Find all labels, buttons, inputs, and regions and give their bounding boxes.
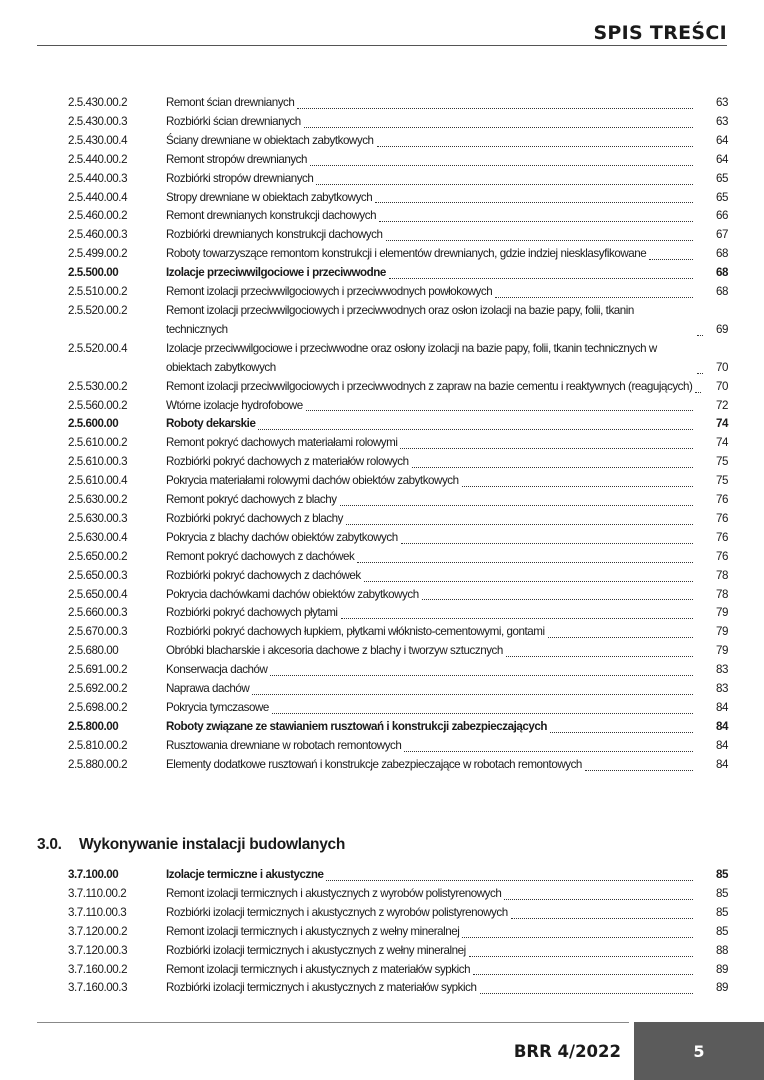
toc-entry bbox=[166, 207, 695, 226]
toc-leader-dots bbox=[316, 184, 693, 185]
toc-leader-dots bbox=[346, 524, 693, 525]
toc-page-number: 83 bbox=[716, 663, 728, 677]
toc-leader-dots bbox=[462, 486, 693, 487]
toc-title: Roboty związane ze stawianiem rusztowań i konstrukcji zabezpieczających bbox=[166, 719, 548, 733]
toc-page-number: 68 bbox=[716, 247, 728, 261]
toc-entry bbox=[166, 151, 695, 170]
toc-entry bbox=[166, 472, 695, 491]
toc-code: 2.5.430.00.3 bbox=[68, 114, 128, 128]
toc-title: Roboty towarzyszące remontom konstrukcji i elementów drewnianych, gdzie indziej niesklasyfikowane bbox=[166, 247, 647, 261]
toc-page-number: 63 bbox=[716, 114, 728, 128]
toc-code: 2.5.692.00.2 bbox=[68, 682, 128, 696]
toc-title: Konserwacja dachów bbox=[166, 663, 268, 677]
toc-title: Rozbiórki pokryć dachowych z dachówek bbox=[166, 568, 361, 582]
toc-code: 2.5.610.00.4 bbox=[68, 474, 128, 488]
toc-code: 2.5.500.00 bbox=[68, 266, 119, 280]
toc-code: 2.5.630.00.3 bbox=[68, 511, 128, 525]
toc-title: Remont pokryć dachowych z dachówek bbox=[166, 549, 355, 563]
toc-row bbox=[68, 548, 728, 567]
toc-entry bbox=[166, 453, 695, 472]
toc-title: Rusztowania drewniane w robotach remontowych bbox=[166, 738, 402, 752]
toc-code: 2.5.650.00.4 bbox=[68, 587, 128, 601]
toc-page-number: 89 bbox=[716, 981, 728, 995]
toc-page-number: 64 bbox=[716, 133, 728, 147]
toc-page-number: 85 bbox=[716, 905, 728, 919]
toc-page-number: 75 bbox=[716, 455, 728, 469]
toc-page-number: 85 bbox=[716, 868, 728, 881]
table-of-contents bbox=[68, 94, 728, 775]
toc-title: Pokrycia dachówkami dachów obiektów zabytkowych bbox=[166, 587, 419, 601]
toc-title: Pokrycia tymczasowe bbox=[166, 701, 269, 714]
toc-page-number: 70 bbox=[716, 379, 728, 393]
toc-code: 3.7.160.00.3 bbox=[68, 981, 128, 995]
toc-leader-dots bbox=[304, 127, 693, 128]
toc-leader-dots bbox=[379, 221, 693, 222]
toc-title: Rozbiórki stropów drewnianych bbox=[166, 171, 314, 185]
toc-page-number: 68 bbox=[716, 266, 728, 280]
toc-title: Rozbiórki ścian drewnianych bbox=[166, 114, 301, 128]
toc-page-number: 75 bbox=[716, 474, 728, 488]
toc-row bbox=[68, 472, 728, 491]
toc-entry bbox=[166, 510, 695, 529]
toc-entry bbox=[166, 567, 695, 586]
toc-row bbox=[68, 642, 728, 661]
toc-entry bbox=[166, 623, 695, 642]
toc-code: 3.7.110.00.3 bbox=[68, 905, 127, 919]
toc-title: Rozbiórki izolacji termicznych i akustycznych z wełny mineralnej bbox=[166, 943, 466, 957]
toc-title: Remont izolacji przeciwwilgociowych i przeciwwodnych z zapraw na bazie cementu i reaktywnych (reagujących) bbox=[166, 379, 693, 393]
toc-leader-dots bbox=[310, 165, 693, 166]
toc-code: 2.5.630.00.2 bbox=[68, 493, 128, 507]
toc-leader-dots bbox=[480, 993, 694, 994]
toc-section-row bbox=[68, 718, 728, 737]
toc-page-number: 72 bbox=[716, 398, 728, 412]
toc-title: Rozbiórki pokryć dachowych płytami bbox=[166, 606, 338, 620]
toc-code: 3.7.160.00.2 bbox=[68, 962, 128, 976]
toc-leader-dots bbox=[297, 108, 693, 109]
toc-page-number: 76 bbox=[716, 493, 728, 507]
toc-title: Remont izolacji przeciwwilgociowych i przeciwwodnych powłokowych bbox=[166, 285, 493, 299]
toc-page-number: 63 bbox=[716, 96, 728, 109]
section-title: Wykonywanie instalacji budowlanych bbox=[79, 836, 346, 853]
toc-row bbox=[68, 378, 728, 397]
toc-leader-dots bbox=[495, 297, 693, 298]
toc-page-number: 76 bbox=[716, 511, 728, 525]
toc-row bbox=[68, 170, 728, 189]
toc-page-number: 68 bbox=[716, 285, 728, 299]
toc-code: 2.5.680.00 bbox=[68, 644, 119, 658]
toc-page-number: 76 bbox=[716, 530, 728, 544]
toc-code: 2.5.610.00.2 bbox=[68, 436, 128, 450]
toc-code: 3.7.110.00.2 bbox=[68, 886, 127, 900]
toc-code: 2.5.520.00.4 bbox=[68, 341, 128, 355]
toc-page-number: 89 bbox=[716, 962, 728, 976]
toc-code: 2.5.810.00.2 bbox=[68, 738, 128, 752]
toc-code: 2.5.650.00.2 bbox=[68, 549, 128, 563]
toc-entry bbox=[166, 264, 695, 283]
toc-leader-dots bbox=[511, 918, 693, 919]
toc-entry bbox=[166, 961, 695, 980]
toc-row bbox=[68, 453, 728, 472]
toc-row bbox=[68, 586, 728, 605]
toc-title: Izolacje przeciwwilgociowe i przeciwwodne bbox=[166, 266, 386, 280]
toc-page-number: 84 bbox=[716, 701, 728, 714]
page-number: 5 bbox=[693, 1041, 705, 1061]
toc-page-number: 88 bbox=[716, 943, 728, 957]
toc-code: 3.7.120.00.2 bbox=[68, 924, 128, 938]
toc-code: 2.5.610.00.3 bbox=[68, 455, 128, 469]
toc-entry bbox=[166, 434, 695, 453]
toc-code: 2.5.630.00.4 bbox=[68, 530, 128, 544]
toc-title: Pokrycia materiałami rolowymi dachów obiektów zabytkowych bbox=[166, 474, 459, 488]
toc-leader-dots bbox=[412, 467, 693, 468]
toc-page-number: 67 bbox=[716, 228, 728, 242]
toc-entry bbox=[166, 642, 695, 661]
toc-entry bbox=[166, 586, 695, 605]
toc-entry bbox=[166, 979, 695, 998]
toc-leader-dots bbox=[462, 937, 693, 938]
toc-code: 2.5.499.00.2 bbox=[68, 247, 128, 261]
toc-page-number: 74 bbox=[716, 436, 728, 450]
toc-entry bbox=[166, 283, 695, 302]
toc-row bbox=[68, 961, 728, 980]
toc-entry bbox=[166, 737, 695, 756]
toc-leader-dots bbox=[473, 974, 693, 975]
toc-entry bbox=[166, 718, 695, 737]
toc-title: Remont pokryć dachowych z blachy bbox=[166, 493, 337, 507]
page-title: SPIS TREŚCI bbox=[593, 22, 727, 44]
toc-code: 2.5.660.00.3 bbox=[68, 606, 128, 620]
toc-code: 2.5.440.00.3 bbox=[68, 171, 128, 185]
toc-row bbox=[68, 567, 728, 586]
toc-row bbox=[68, 623, 728, 642]
toc-title: Rozbiórki pokryć dachowych łupkiem, płytkami włóknisto-cementowymi, gontami bbox=[166, 625, 545, 639]
toc-row bbox=[68, 529, 728, 548]
toc-title: Rozbiórki pokryć dachowych z materiałów rolowych bbox=[166, 455, 409, 469]
toc-leader-dots bbox=[649, 259, 693, 260]
table-of-contents-section-3 bbox=[68, 866, 728, 998]
toc-title: Rozbiórki drewnianych konstrukcji dachowych bbox=[166, 228, 383, 242]
toc-entry bbox=[166, 226, 695, 245]
toc-code: 2.5.600.00 bbox=[68, 417, 119, 431]
toc-code: 2.5.691.00.2 bbox=[68, 663, 128, 677]
toc-leader-dots bbox=[377, 146, 693, 147]
toc-entry bbox=[166, 866, 695, 885]
toc-leader-dots bbox=[585, 770, 693, 771]
toc-page-number: 65 bbox=[716, 190, 728, 204]
toc-leader-dots bbox=[506, 656, 693, 657]
header-divider bbox=[37, 45, 727, 46]
toc-code: 2.5.800.00 bbox=[68, 719, 119, 733]
toc-title: Rozbiórki izolacji termicznych i akustycznych z wyrobów polistyrenowych bbox=[166, 905, 508, 919]
toc-leader-dots bbox=[357, 562, 693, 563]
toc-entry bbox=[166, 170, 695, 189]
toc-leader-dots bbox=[375, 202, 693, 203]
toc-title: Remont stropów drewnianych bbox=[166, 152, 308, 166]
toc-page-number: 70 bbox=[716, 360, 728, 374]
toc-entry bbox=[166, 680, 695, 699]
footer-divider bbox=[37, 1022, 629, 1023]
toc-title: Remont izolacji termicznych i akustycznych z wyrobów polistyrenowych bbox=[166, 886, 502, 900]
toc-row bbox=[68, 737, 728, 756]
toc-page-number: 85 bbox=[716, 924, 728, 938]
toc-code: 2.5.698.00.2 bbox=[68, 701, 128, 714]
toc-page-number: 84 bbox=[716, 719, 728, 733]
toc-code: 2.5.670.00.3 bbox=[68, 625, 128, 639]
toc-leader-dots bbox=[364, 581, 693, 582]
toc-title: Stropy drewniane w obiektach zabytkowych bbox=[166, 190, 373, 204]
toc-row bbox=[68, 510, 728, 529]
toc-title: Remont ścian drewnianych bbox=[166, 96, 295, 109]
toc-code: 2.5.520.00.2 bbox=[68, 303, 128, 317]
toc-leader-dots bbox=[389, 278, 693, 279]
toc-row bbox=[68, 661, 728, 680]
toc-row bbox=[68, 397, 728, 416]
toc-leader-dots bbox=[272, 713, 693, 714]
toc-leader-dots bbox=[386, 240, 694, 241]
toc-entry bbox=[166, 942, 695, 961]
toc-title: Remont pokryć dachowych materiałami rolowymi bbox=[166, 436, 398, 450]
toc-row bbox=[68, 151, 728, 170]
toc-row bbox=[68, 113, 728, 132]
toc-leader-dots bbox=[340, 505, 693, 506]
toc-row bbox=[68, 302, 728, 340]
toc-page-number: 79 bbox=[716, 644, 728, 658]
toc-entry bbox=[166, 113, 695, 132]
toc-title: Pokrycia z blachy dachów obiektów zabytkowych bbox=[166, 530, 398, 544]
toc-section-row bbox=[68, 264, 728, 283]
toc-code: 2.5.440.00.2 bbox=[68, 152, 128, 166]
toc-page-number: 76 bbox=[716, 549, 728, 563]
toc-row bbox=[68, 904, 728, 923]
toc-leader-dots bbox=[401, 543, 693, 544]
toc-row bbox=[68, 94, 728, 113]
toc-page-number: 79 bbox=[716, 606, 728, 620]
toc-row bbox=[68, 340, 728, 378]
toc-entry bbox=[166, 548, 695, 567]
toc-title: Remont izolacji przeciwwilgociowych i przeciwwodnych oraz osłon izolacji na bazie papy, folii, tkanin technicznych bbox=[166, 303, 634, 336]
section-heading bbox=[37, 836, 345, 854]
toc-entry bbox=[166, 756, 695, 775]
toc-entry bbox=[166, 94, 695, 113]
section-number: 3.0. bbox=[37, 836, 62, 853]
toc-page-number: 84 bbox=[716, 738, 728, 752]
toc-entry bbox=[166, 885, 695, 904]
toc-entry bbox=[166, 529, 695, 548]
toc-title: Ściany drewniane w obiektach zabytkowych bbox=[166, 133, 374, 147]
toc-title: Naprawa dachów bbox=[166, 682, 250, 696]
toc-page-number: 83 bbox=[716, 682, 728, 696]
toc-leader-dots bbox=[326, 880, 693, 881]
toc-row bbox=[68, 942, 728, 961]
toc-row bbox=[68, 680, 728, 699]
toc-leader-dots bbox=[469, 956, 693, 957]
toc-entry bbox=[166, 189, 695, 208]
page-footer bbox=[0, 1022, 764, 1080]
toc-row bbox=[68, 189, 728, 208]
toc-page-number: 78 bbox=[716, 587, 728, 601]
toc-row bbox=[68, 604, 728, 623]
toc-entry bbox=[166, 302, 695, 340]
toc-leader-dots bbox=[504, 899, 693, 900]
toc-page-number: 85 bbox=[716, 886, 728, 900]
toc-code: 2.5.650.00.3 bbox=[68, 568, 128, 582]
toc-entry bbox=[166, 661, 695, 680]
toc-title: Obróbki blacharskie i akcesoria dachowe z blachy i tworzyw sztucznych bbox=[166, 644, 503, 658]
toc-entry bbox=[166, 397, 695, 416]
toc-row bbox=[68, 245, 728, 264]
toc-entry bbox=[166, 132, 695, 151]
toc-entry bbox=[166, 904, 695, 923]
toc-leader-dots bbox=[404, 751, 693, 752]
toc-leader-dots bbox=[400, 448, 693, 449]
toc-title: Remont drewnianych konstrukcji dachowych bbox=[166, 209, 377, 223]
toc-title: Rozbiórki pokryć dachowych z blachy bbox=[166, 511, 343, 525]
toc-row bbox=[68, 491, 728, 510]
toc-row bbox=[68, 756, 728, 775]
toc-row bbox=[68, 923, 728, 942]
toc-title: Remont izolacji termicznych i akustycznych z wełny mineralnej bbox=[166, 924, 460, 938]
toc-section-row bbox=[68, 866, 728, 885]
toc-leader-dots bbox=[270, 675, 693, 676]
toc-leader-dots bbox=[548, 637, 693, 638]
toc-row bbox=[68, 226, 728, 245]
toc-row bbox=[68, 699, 728, 718]
toc-entry bbox=[166, 923, 695, 942]
toc-row bbox=[68, 207, 728, 226]
toc-page-number: 65 bbox=[716, 171, 728, 185]
toc-title: Izolacje termiczne i akustyczne bbox=[166, 868, 324, 881]
toc-title: Roboty dekarskie bbox=[166, 417, 256, 431]
toc-entry bbox=[166, 340, 695, 378]
toc-row bbox=[68, 132, 728, 151]
toc-code: 2.5.440.00.4 bbox=[68, 190, 128, 204]
toc-entry bbox=[166, 378, 695, 397]
toc-entry bbox=[166, 604, 695, 623]
toc-entry bbox=[166, 491, 695, 510]
toc-row bbox=[68, 434, 728, 453]
toc-code: 2.5.460.00.3 bbox=[68, 228, 128, 242]
toc-code: 3.7.100.00 bbox=[68, 868, 119, 881]
toc-page-number: 84 bbox=[716, 757, 728, 771]
toc-leader-dots bbox=[306, 410, 693, 411]
toc-title: Remont izolacji termicznych i akustycznych z materiałów sypkich bbox=[166, 962, 471, 976]
toc-entry bbox=[166, 415, 695, 434]
toc-leader-dots bbox=[252, 694, 693, 695]
toc-entry bbox=[166, 245, 695, 264]
toc-leader-dots bbox=[422, 599, 693, 600]
toc-code: 3.7.120.00.3 bbox=[68, 943, 128, 957]
toc-code: 2.5.430.00.2 bbox=[68, 96, 128, 109]
toc-code: 2.5.460.00.2 bbox=[68, 209, 128, 223]
toc-title: Elementy dodatkowe rusztowań i konstrukcje zabezpieczające w robotach remontowych bbox=[166, 757, 582, 771]
toc-code: 2.5.430.00.4 bbox=[68, 133, 128, 147]
toc-code: 2.5.530.00.2 bbox=[68, 379, 128, 393]
toc-entry bbox=[166, 699, 695, 718]
journal-issue: BRR 4/2022 bbox=[513, 1042, 621, 1061]
toc-row bbox=[68, 979, 728, 998]
page-number-box bbox=[634, 1022, 764, 1080]
toc-title: Rozbiórki izolacji termicznych i akustycznych z materiałów sypkich bbox=[166, 981, 477, 995]
toc-row bbox=[68, 885, 728, 904]
toc-leader-dots bbox=[258, 429, 693, 430]
toc-page-number: 78 bbox=[716, 568, 728, 582]
toc-page-number: 69 bbox=[716, 322, 728, 336]
toc-leader-dots bbox=[341, 618, 693, 619]
toc-title: Wtórne izolacje hydrofobowe bbox=[166, 398, 303, 412]
toc-code: 2.5.880.00.2 bbox=[68, 757, 128, 771]
toc-page-number: 66 bbox=[716, 209, 728, 223]
toc-page-number: 79 bbox=[716, 625, 728, 639]
toc-page-number: 64 bbox=[716, 152, 728, 166]
toc-code: 2.5.510.00.2 bbox=[68, 285, 128, 299]
toc-leader-dots bbox=[550, 732, 693, 733]
toc-row bbox=[68, 283, 728, 302]
toc-title: Izolacje przeciwwilgociowe i przeciwwodne oraz osłony izolacji na bazie papy, folii, tkanin technicznych w obiektach zabytkowych bbox=[166, 341, 657, 374]
toc-code: 2.5.560.00.2 bbox=[68, 398, 128, 412]
toc-page-number: 74 bbox=[716, 417, 728, 431]
toc-section-row bbox=[68, 415, 728, 434]
